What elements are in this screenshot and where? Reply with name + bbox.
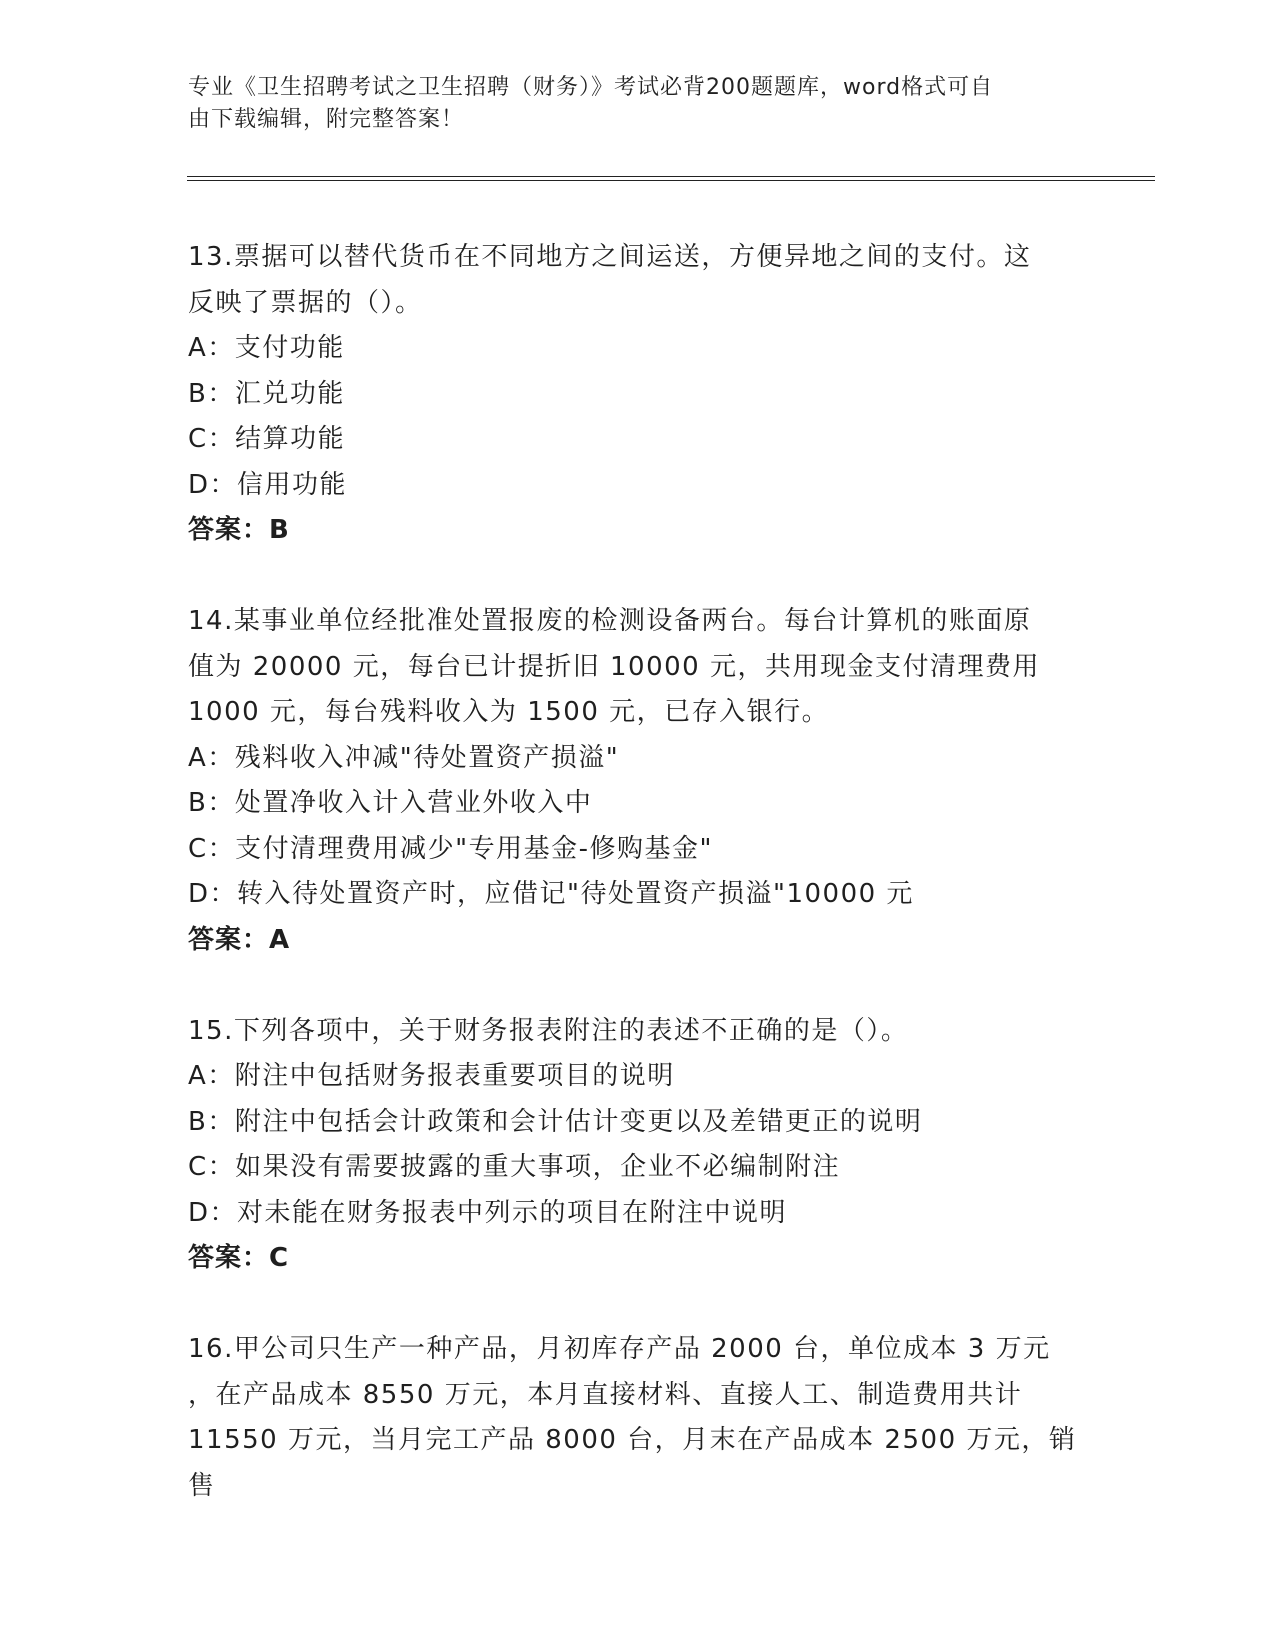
question-13: [188, 235, 1088, 554]
question-14: [188, 599, 1088, 963]
header-line-1: 专业《卫生招聘考试之卫生招聘（财务）》考试必背200题题库，word格式可自: [188, 75, 994, 100]
question-14-option-d: D：转入待处置资产时，应借记"待处置资产损溢"10000 元: [188, 879, 914, 909]
question-spacer: [188, 1282, 1088, 1328]
question-15-option-c: C：如果没有需要披露的重大事项，企业不必编制附注: [188, 1152, 841, 1182]
question-14-option-a: A：残料收入冲减"待处置资产损溢": [188, 742, 620, 773]
question-14-answer: 答案：A: [188, 924, 291, 955]
question-14-option-c: C：支付清理费用减少"专用基金-修购基金": [188, 833, 713, 864]
question-13-option-a: A：支付功能: [188, 333, 345, 363]
question-spacer: [188, 963, 1088, 1009]
header-line-2: 由下载编辑，附完整答案！: [188, 107, 465, 132]
question-16-line-1: 16.甲公司只生产一种产品，月初库存产品 2000 台，单位成本 3 万元: [188, 1334, 1051, 1364]
question-13-answer: 答案：B: [188, 515, 290, 545]
question-15-option-d: D：对未能在财务报表中列示的项目在附注中说明: [188, 1197, 788, 1228]
question-15-line-1: 15.下列各项中，关于财务报表附注的表述不正确的是（）。: [188, 1015, 909, 1046]
question-list: [188, 235, 1088, 1509]
question-15-option-b: B：附注中包括会计政策和会计估计变更以及差错更正的说明: [188, 1106, 923, 1137]
header-divider: [187, 176, 1155, 181]
question-15-answer: 答案：C: [188, 1243, 290, 1273]
question-13-option-b: B：汇兑功能: [188, 378, 345, 409]
question-spacer: [188, 554, 1088, 600]
question-14-line-3: 1000 元，每台残料收入为 1500 元，已存入银行。: [188, 697, 830, 727]
question-15: [188, 1009, 1088, 1282]
question-16: [188, 1327, 1088, 1509]
question-13-option-c: C：结算功能: [188, 424, 346, 454]
question-13-line-1: 13.票据可以替代货币在不同地方之间运送，方便异地之间的支付。这: [188, 242, 1032, 272]
question-16-line-3: 11550 万元，当月完工产品 8000 台，月末在产品成本 2500 万元，销售: [188, 1425, 1077, 1501]
question-14-option-b: B：处置净收入计入营业外收入中: [188, 788, 593, 818]
question-16-line-2: ，在产品成本 8550 万元，本月直接材料、直接人工、制造费用共计: [188, 1379, 1023, 1410]
document-header: [188, 72, 1088, 136]
question-14-line-1: 14.某事业单位经批准处置报废的检测设备两台。每台计算机的账面原: [188, 606, 1032, 636]
question-13-option-d: D：信用功能: [188, 469, 348, 500]
question-13-line-2: 反映了票据的（）。: [188, 287, 423, 318]
question-15-option-a: A：附注中包括财务报表重要项目的说明: [188, 1061, 675, 1091]
question-14-line-2: 值为 20000 元，每台已计提折旧 10000 元，共用现金支付清理费用: [188, 651, 1040, 682]
